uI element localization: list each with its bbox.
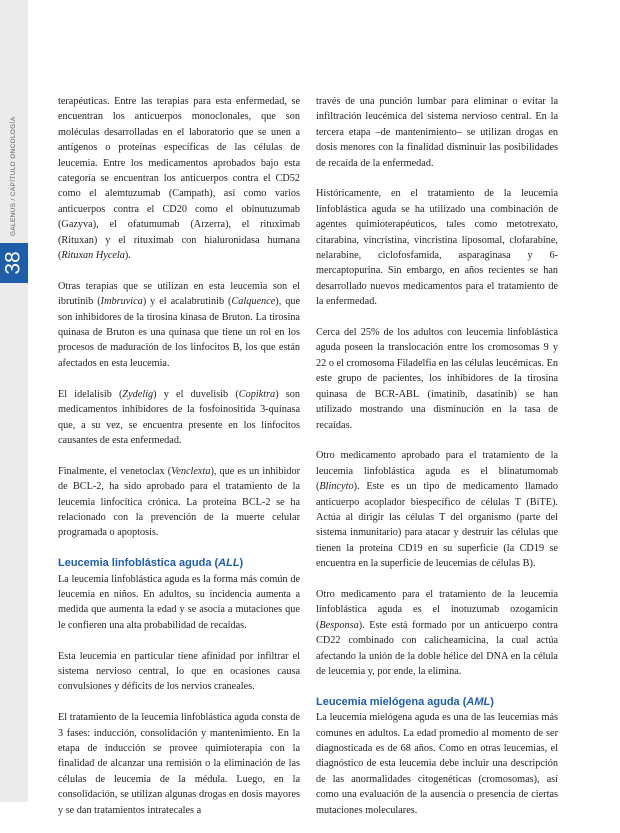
paragraph: través de una punción lumbar para eliminar o evitar la infiltración leucémica del sistema nervioso central. En la tercera etapa –de mantenimiento– se utilizan drogas en dosis menores con la finalidad disminuir las posibilidades de recaída de la enfermedad. xyxy=(316,96,558,169)
paragraph: Otras terapias que se utilizan en esta leucemia son el ibrutinib (Imbruvica) y el acalabrutinib (Calquence), que son inhibidores de la tirosina kinasa de Bruton. La tirosina quinasa de Bruton es una quinasa que tiene un rol en los procesos de maduración de los linfocitos B, los que están afectados en esta leucemia. xyxy=(58,280,300,369)
page-number: 38 xyxy=(1,251,25,275)
right-column xyxy=(316,94,558,833)
left-column xyxy=(58,94,300,833)
running-head: GALENUS / CAPÍTULO ONCOLOGÍA xyxy=(9,116,17,236)
paragraph: La leucemia linfoblástica aguda es la forma más común de leucemia en niños. En adultos, su incidencia aumenta a medida que aumenta la edad y se asocia a mutaciones que le confieren una alta probabilidad de recaídas. xyxy=(58,573,300,631)
paragraph: Históricamente, en el tratamiento de la leucemia linfoblástica aguda se ha utilizado una combinación de agentes quimioterapéuticos, tales como metotrexato, citarabina, vincristina, vincristina liposomal, clofarabine, nelarabine, ciclofosfamida, asparaginasa y 6-mercaptopurina. Sin embargo, en años recientes se han desarrollado nuevos medicamentos para el tratamiento de la enfermedad. xyxy=(316,188,558,308)
paragraph: terapéuticas. Entre las terapias para esta enfermedad, se encuentran los anticuerpos monoclonales, que son moléculas desarrolladas en el laboratorio que se unen a antígenos o proteínas específicas de las células de leucemia. Entre los medicamentos aprobados bajo esta categoría se encuentran los anticuerpos contra el CD52 como el alemtuzumab (Campath), así como varios anticuerpos contra el CD20 como el obinutuzumab (Gazyva), el ofatumumab (Arzerra), el rituximab (Rituxan) y el rituximab con hialuronidasa humana (Rituxan Hycela). xyxy=(58,96,300,262)
page-number-badge xyxy=(0,243,28,283)
paragraph: La leucemia mielógena aguda es una de las leucemias más comunes en adultos. La edad promedio al momento de ser diagnosticada es de 68 años. Como en otras leucemias, el diagnóstico de esta leucemia debe incluir una descripción de las anormalidades citogenéticas (cromosomas), así como una evaluación de la ausencia o presencia de ciertas mutaciones moleculares. xyxy=(316,712,558,816)
paragraph: El tratamiento de la leucemia linfoblástica aguda consta de 3 fases: inducción, consolidación y mantenimiento. En la etapa de inducción se provee quimioterapia con la finalidad de alcanzar una remisión o la eliminación de las células de leucemia de la médula. Luego, en la consolidación, se utilizan algunas drogas en dosis mayores y se dan tratamientos intratecales a xyxy=(58,712,300,816)
paragraph: Esta leucemia en particular tiene afinidad por infiltrar el sistema nervioso central, lo que en ocasiones causa convulsiones y déficits de los nervios craneales. xyxy=(58,650,300,693)
paragraph: Otro medicamento para el tratamiento de la leucemia linfoblástica aguda es el inotuzumab ozogamicin (Besponsa). Este está formado por un anticuerpo contra CD22 combinado con calicheamicina, la cual actúa afectando la unión de la doble hélice del DNA en la célula de leucemia y, por ende, la elimina. xyxy=(316,588,558,677)
paragraph: Cerca del 25% de los adultos con leucemia linfoblástica aguda poseen la translocación entre los cromosomas 9 y 22 o el cromosoma Filadelfia en las células leucémicas. En este grupo de pacientes, los inhibidores de la tirosina quinasa de BCR-ABL (imatinib, dasatinib) se han utilizado mostrando una disminución en la tasa de recaídas. xyxy=(316,327,558,431)
section-heading-all: Leucemia linfoblástica aguda (ALL) xyxy=(58,557,244,570)
paragraph: El idelalisib (Zydelig) y el duvelisib (Copiktra) son medicamentos inhibidores de la fosfoinositida 3-quinasa que, a su vez, se encuentra presente en los linfocitos causantes de esta enfermedad. xyxy=(58,388,300,446)
paragraph: Finalmente, el venetoclax (Venclexta), que es un inhibidor de BCL-2, ha sido aprobado para el tratamiento de la leucemia linfocítica crónica. La proteína BCL-2 se ha relacionado con la prevención de la muerte celular programada o apoptosis. xyxy=(58,465,300,539)
section-heading-aml: Leucemia mielógena aguda (AML) xyxy=(316,695,494,708)
paragraph: Otro medicamento aprobado para el tratamiento de la leucemia linfoblástica aguda es el blinatumomab (Blincyto). Este es un tipo de medicamento llamado anticuerpo acoplador biespecífico de células T (BiTE). Actúa al dirigir las células T del organismo (parte del sistema inmunitario) para atacar y destruir las células que tienen la proteína CD19 en su superficie (la CD19 se encuentra en la superficie de leucemias de células B). xyxy=(316,450,558,570)
